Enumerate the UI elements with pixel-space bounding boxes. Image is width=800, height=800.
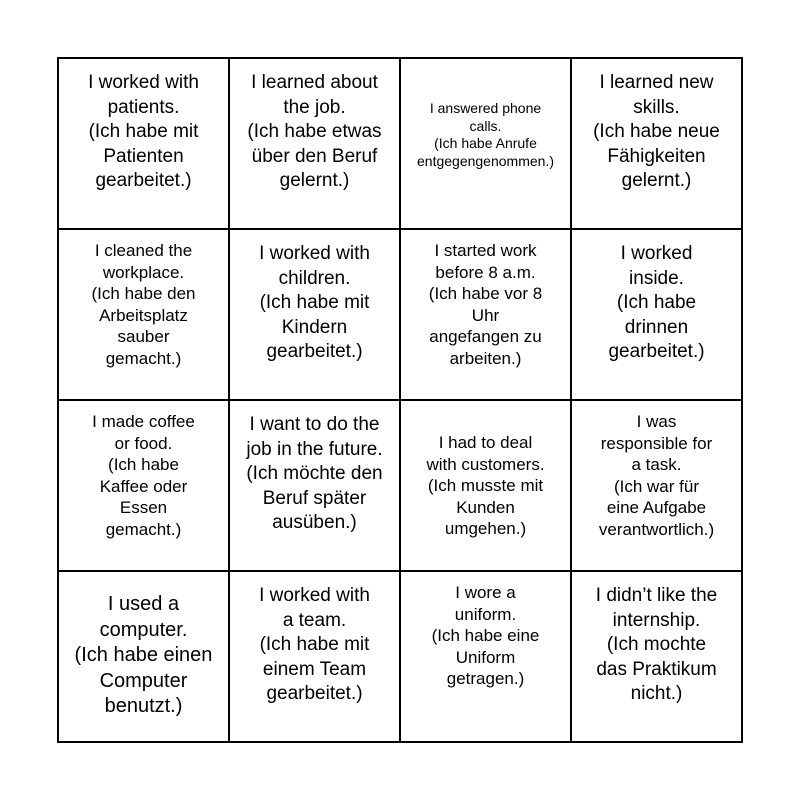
- bingo-square[interactable]: [230, 59, 401, 230]
- bingo-square-text: I worked inside. (Ich habe drinnen gearbeitet.): [608, 243, 705, 362]
- bingo-square-text: I worked with patients. (Ich habe mit Patienten gearbeitet.): [88, 72, 199, 191]
- bingo-square-text: I wore a uniform. (Ich habe eine Uniform getragen.): [431, 583, 540, 688]
- bingo-square-text: I worked with children. (Ich habe mit Kindern gearbeitet.): [259, 243, 370, 362]
- bingo-square-text: I learned about the job. (Ich habe etwas über den Beruf gelernt.): [247, 72, 382, 191]
- bingo-square-text: I was responsible for a task. (Ich war für eine Aufgabe verantwortlich.): [598, 412, 715, 539]
- bingo-square-text: I learned new skills. (Ich habe neue Fähigkeiten gelernt.): [593, 72, 720, 191]
- bingo-square-text: I want to do the job in the future. (Ich möchte den Beruf später ausüben.): [246, 414, 383, 533]
- bingo-square[interactable]: [59, 401, 230, 572]
- bingo-square[interactable]: [230, 572, 401, 743]
- bingo-square[interactable]: [59, 59, 230, 230]
- bingo-square-text: I worked with a team. (Ich habe mit einem Team gearbeitet.): [259, 585, 370, 704]
- bingo-square-text: I made coffee or food. (Ich habe Kaffee oder Essen gemacht.): [92, 412, 195, 539]
- bingo-square[interactable]: [59, 572, 230, 743]
- bingo-square[interactable]: [59, 230, 230, 401]
- bingo-card-grid: [57, 57, 743, 743]
- bingo-square[interactable]: [401, 59, 572, 230]
- bingo-square[interactable]: [401, 572, 572, 743]
- bingo-square[interactable]: [230, 230, 401, 401]
- bingo-square-text: I started work before 8 a.m. (Ich habe vor 8 Uhr angefangen zu arbeiten.): [428, 241, 543, 368]
- bingo-square-text: I didn’t like the internship. (Ich mochte das Praktikum nicht.): [595, 585, 718, 704]
- bingo-square-text: I had to deal with customers. (Ich musste mit Kunden umgehen.): [426, 433, 545, 538]
- bingo-square-text: I used a computer. (Ich habe einen Computer benutzt.): [74, 593, 213, 717]
- bingo-square[interactable]: [230, 401, 401, 572]
- bingo-square[interactable]: [572, 401, 743, 572]
- bingo-square-text: I cleaned the workplace. (Ich habe den Arbeitsplatz sauber gemacht.): [91, 241, 196, 368]
- bingo-square[interactable]: [572, 59, 743, 230]
- bingo-square[interactable]: [401, 230, 572, 401]
- bingo-square[interactable]: [401, 401, 572, 572]
- bingo-square-text: I answered phone calls. (Ich habe Anrufe entgegengenommen.): [417, 100, 554, 169]
- bingo-square[interactable]: [572, 230, 743, 401]
- bingo-square[interactable]: [572, 572, 743, 743]
